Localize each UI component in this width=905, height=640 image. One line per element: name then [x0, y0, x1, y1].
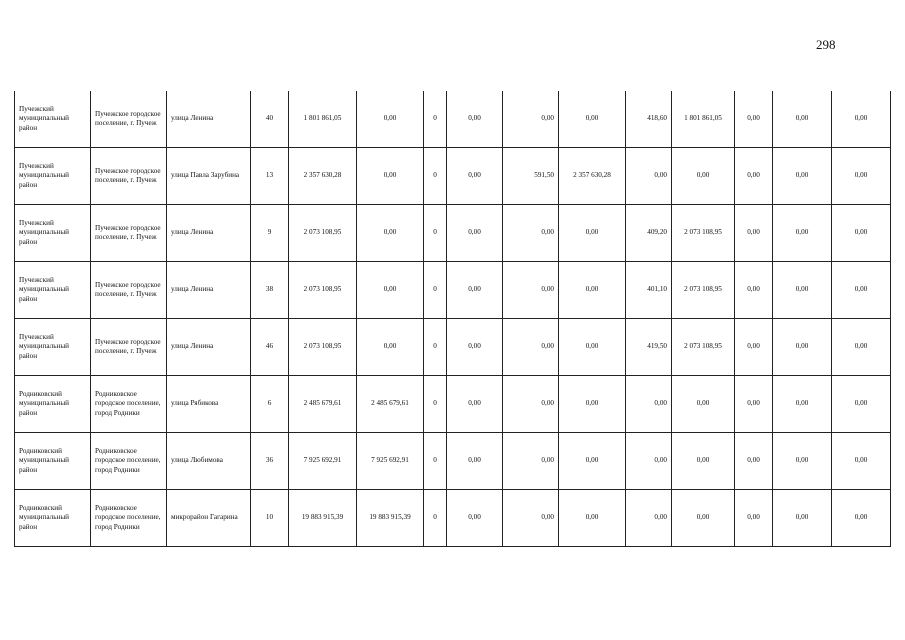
housing-register-table — [14, 91, 891, 547]
settlement-cell: Пучежское городское поселение, г. Пучеж — [91, 148, 167, 205]
cost-cell: 0,00 — [559, 490, 626, 547]
cost-cell: 0,00 — [832, 490, 891, 547]
district-cell: Пучежский муниципальный район — [15, 262, 91, 319]
cost-cell: 0,00 — [773, 433, 832, 490]
area-cell: 0,00 — [735, 148, 773, 205]
cost-cell: 0,00 — [773, 490, 832, 547]
cost-cell: 0,00 — [357, 205, 424, 262]
total-cost-cell: 1 801 861,05 — [289, 91, 357, 148]
cost-cell: 1 801 861,05 — [672, 91, 735, 148]
district-cell: Пучежский муниципальный район — [15, 148, 91, 205]
cost-cell: 0,00 — [672, 376, 735, 433]
area-cell: 0,00 — [626, 433, 672, 490]
area-cell: 0,00 — [503, 91, 559, 148]
cost-cell: 0,00 — [447, 205, 503, 262]
area-cell: 0,00 — [735, 433, 773, 490]
total-cost-cell: 2 073 108,95 — [289, 205, 357, 262]
cost-cell: 0,00 — [447, 262, 503, 319]
house-number-cell: 9 — [251, 205, 289, 262]
register-body — [15, 91, 891, 547]
area-cell: 0,00 — [735, 91, 773, 148]
area-cell: 0,00 — [626, 490, 672, 547]
district-cell: Пучежский муниципальный район — [15, 91, 91, 148]
count-cell: 0 — [424, 148, 447, 205]
area-cell: 419,50 — [626, 319, 672, 376]
cost-cell: 7 925 692,91 — [357, 433, 424, 490]
cost-cell: 2 485 679,61 — [357, 376, 424, 433]
total-cost-cell: 19 883 915,39 — [289, 490, 357, 547]
settlement-cell: Родниковское городское поселение, город Родники — [91, 490, 167, 547]
cost-cell: 0,00 — [559, 319, 626, 376]
house-number-cell: 13 — [251, 148, 289, 205]
area-cell: 0,00 — [735, 262, 773, 319]
house-number-cell: 6 — [251, 376, 289, 433]
area-cell: 0,00 — [735, 205, 773, 262]
total-cost-cell: 2 485 679,61 — [289, 376, 357, 433]
cost-cell: 0,00 — [447, 490, 503, 547]
area-cell: 0,00 — [503, 262, 559, 319]
settlement-cell: Пучежское городское поселение, г. Пучеж — [91, 91, 167, 148]
table-row — [15, 433, 891, 490]
district-cell: Родниковский муниципальный район — [15, 376, 91, 433]
total-cost-cell: 2 357 630,28 — [289, 148, 357, 205]
area-cell: 0,00 — [503, 205, 559, 262]
cost-cell: 0,00 — [832, 262, 891, 319]
cost-cell: 0,00 — [672, 148, 735, 205]
area-cell: 0,00 — [735, 376, 773, 433]
count-cell: 0 — [424, 319, 447, 376]
cost-cell: 0,00 — [832, 319, 891, 376]
area-cell: 0,00 — [735, 490, 773, 547]
cost-cell: 0,00 — [832, 91, 891, 148]
area-cell: 0,00 — [626, 376, 672, 433]
page-number: 298 — [816, 37, 836, 52]
cost-cell: 0,00 — [447, 91, 503, 148]
area-cell: 0,00 — [626, 148, 672, 205]
cost-cell: 2 357 630,28 — [559, 148, 626, 205]
area-cell: 401,10 — [626, 262, 672, 319]
cost-cell: 0,00 — [559, 205, 626, 262]
cost-cell: 0,00 — [672, 433, 735, 490]
area-cell: 0,00 — [503, 433, 559, 490]
table-row — [15, 148, 891, 205]
cost-cell: 0,00 — [559, 91, 626, 148]
table-row — [15, 262, 891, 319]
settlement-cell: Родниковское городское поселение, город Родники — [91, 433, 167, 490]
cost-cell: 0,00 — [832, 433, 891, 490]
area-cell: 409,20 — [626, 205, 672, 262]
total-cost-cell: 2 073 108,95 — [289, 262, 357, 319]
count-cell: 0 — [424, 433, 447, 490]
table-row — [15, 376, 891, 433]
settlement-cell: Пучежское городское поселение, г. Пучеж — [91, 319, 167, 376]
house-number-cell: 10 — [251, 490, 289, 547]
count-cell: 0 — [424, 262, 447, 319]
cost-cell: 0,00 — [773, 148, 832, 205]
area-cell: 418,60 — [626, 91, 672, 148]
street-cell: улица Ленина — [167, 319, 251, 376]
cost-cell: 0,00 — [447, 319, 503, 376]
cost-cell: 0,00 — [773, 376, 832, 433]
table-row — [15, 319, 891, 376]
cost-cell: 0,00 — [672, 490, 735, 547]
cost-cell: 0,00 — [832, 376, 891, 433]
cost-cell: 0,00 — [773, 205, 832, 262]
area-cell: 0,00 — [503, 490, 559, 547]
area-cell: 0,00 — [503, 376, 559, 433]
cost-cell: 0,00 — [357, 319, 424, 376]
count-cell: 0 — [424, 91, 447, 148]
area-cell: 591,50 — [503, 148, 559, 205]
cost-cell: 0,00 — [773, 319, 832, 376]
total-cost-cell: 7 925 692,91 — [289, 433, 357, 490]
cost-cell: 0,00 — [559, 262, 626, 319]
district-cell: Родниковский муниципальный район — [15, 490, 91, 547]
cost-cell: 2 073 108,95 — [672, 262, 735, 319]
cost-cell: 0,00 — [832, 205, 891, 262]
cost-cell: 0,00 — [773, 262, 832, 319]
table-row — [15, 91, 891, 148]
cost-cell: 0,00 — [773, 91, 832, 148]
cost-cell: 2 073 108,95 — [672, 205, 735, 262]
cost-cell: 0,00 — [832, 148, 891, 205]
cost-cell: 0,00 — [559, 376, 626, 433]
house-number-cell: 40 — [251, 91, 289, 148]
district-cell: Пучежский муниципальный район — [15, 319, 91, 376]
cost-cell: 0,00 — [447, 433, 503, 490]
house-number-cell: 36 — [251, 433, 289, 490]
street-cell: микрорайон Гагарина — [167, 490, 251, 547]
cost-cell: 0,00 — [357, 148, 424, 205]
district-cell: Пучежский муниципальный район — [15, 205, 91, 262]
settlement-cell: Пучежское городское поселение, г. Пучеж — [91, 262, 167, 319]
count-cell: 0 — [424, 205, 447, 262]
table-row — [15, 205, 891, 262]
house-number-cell: 38 — [251, 262, 289, 319]
total-cost-cell: 2 073 108,95 — [289, 319, 357, 376]
count-cell: 0 — [424, 490, 447, 547]
cost-cell: 0,00 — [447, 376, 503, 433]
settlement-cell: Родниковское городское поселение, город Родники — [91, 376, 167, 433]
cost-cell: 0,00 — [447, 148, 503, 205]
house-number-cell: 46 — [251, 319, 289, 376]
table-row — [15, 490, 891, 547]
cost-cell: 19 883 915,39 — [357, 490, 424, 547]
area-cell: 0,00 — [503, 319, 559, 376]
area-cell: 0,00 — [735, 319, 773, 376]
settlement-cell: Пучежское городское поселение, г. Пучеж — [91, 205, 167, 262]
street-cell: улица Любимова — [167, 433, 251, 490]
street-cell: улица Ленина — [167, 91, 251, 148]
street-cell: улица Павла Зарубина — [167, 148, 251, 205]
cost-cell: 0,00 — [559, 433, 626, 490]
district-cell: Родниковский муниципальный район — [15, 433, 91, 490]
street-cell: улица Ленина — [167, 205, 251, 262]
cost-cell: 0,00 — [357, 262, 424, 319]
street-cell: улица Рябикова — [167, 376, 251, 433]
cost-cell: 0,00 — [357, 91, 424, 148]
count-cell: 0 — [424, 376, 447, 433]
street-cell: улица Ленина — [167, 262, 251, 319]
cost-cell: 2 073 108,95 — [672, 319, 735, 376]
